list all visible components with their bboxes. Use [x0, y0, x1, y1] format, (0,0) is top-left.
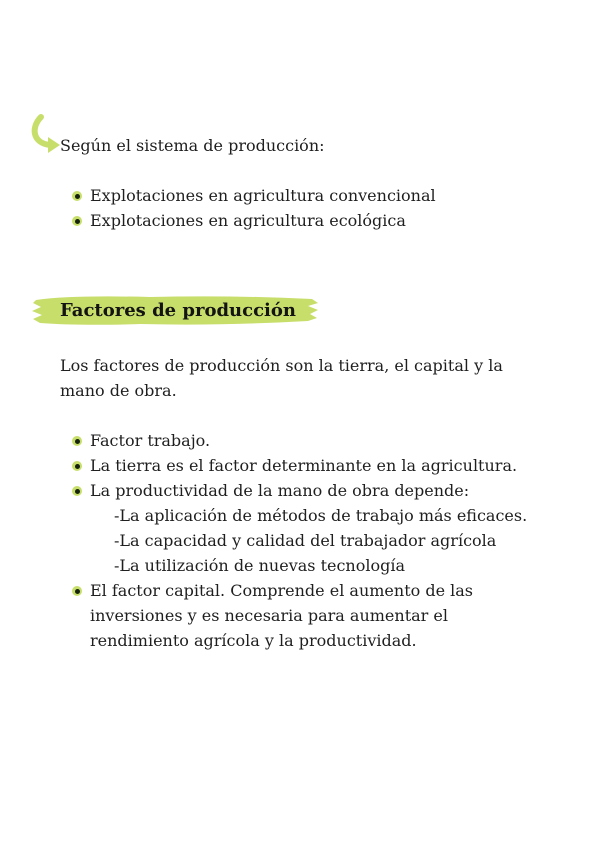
list-item: Explotaciones en agricultura ecológica — [60, 208, 436, 233]
list-item: Explotaciones en agricultura convencional — [60, 183, 436, 208]
bullet-dot-icon — [72, 486, 82, 496]
production-system-list — [60, 183, 436, 233]
sub-item: -La aplicación de métodos de trabajo más eficaces. — [114, 506, 528, 525]
bullet-dot-icon — [72, 436, 82, 446]
section-heading: Factores de producción — [60, 300, 296, 321]
list-item: La tierra es el factor determinante en la agricultura. — [60, 453, 530, 478]
bullet-dot-icon — [72, 586, 82, 596]
sub-item: -La capacidad y calidad del trabajador agrícola — [114, 531, 497, 550]
curved-arrow-icon — [30, 113, 64, 159]
intro-paragraph: Los factores de producción son la tierra, el capital y la mano de obra. — [60, 356, 503, 400]
list-item: Factor trabajo. — [60, 428, 530, 453]
factors-list — [60, 428, 530, 653]
intro-text: Según el sistema de producción: — [60, 136, 325, 155]
list-item: La productividad de la mano de obra depende: -La aplicación de métodos de trabajo más eficaces. -La capacidad y calidad del trabajador agrícola -La utilización de nuevas tecnología — [60, 478, 530, 578]
bullet-dot-icon — [72, 461, 82, 471]
list-item: El factor capital. Comprende el aumento de las inversiones y es necesaria para aumentar el rendimiento agrícola y la productividad. — [60, 578, 530, 653]
section-heading-block — [30, 292, 320, 330]
bullet-dot-icon — [72, 191, 82, 201]
sub-item: -La utilización de nuevas tecnología — [114, 556, 406, 575]
bullet-dot-icon — [72, 216, 82, 226]
